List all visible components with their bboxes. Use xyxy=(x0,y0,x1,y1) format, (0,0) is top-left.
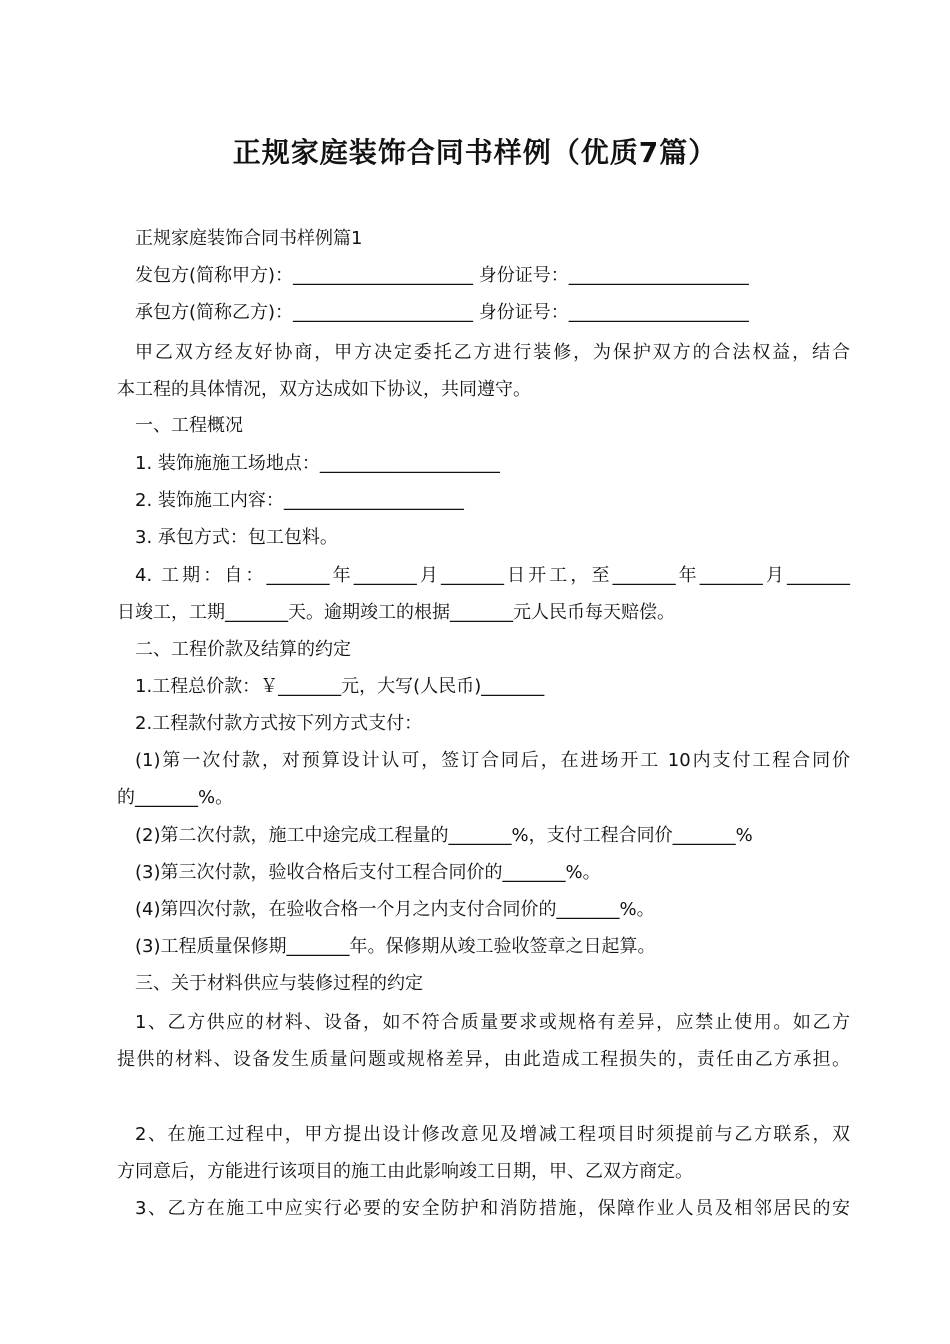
list-item: (2)第二次付款，施工中途完成工程量的_______%，支付工程合同价_______% xyxy=(135,825,753,846)
paragraph-line: 日竣工，工期_______天。逾期竣工的根据_______元人民币每天赔偿。 xyxy=(117,602,675,623)
list-item: 1. 装饰施施工场地点：____________________ xyxy=(135,453,500,474)
list-item: (1)第一次付款，对预算设计认可，签订合同后，在进场开工 10内支付工程合同价 xyxy=(135,750,850,771)
paragraph-line: 1、乙方供应的材料、设备，如不符合质量要求或规格有差异，应禁止使用。如乙方 xyxy=(135,1012,850,1033)
section-heading: 三、关于材料供应与装修过程的约定 xyxy=(135,973,423,994)
list-item: 1.工程总价款：￥_______元，大写(人民币)_______ xyxy=(135,676,545,697)
paragraph-line: 3、乙方在施工中应实行必要的安全防护和消防措施，保障作业人员及相邻居民的安 xyxy=(135,1198,850,1219)
paragraph-line: 的_______%。 xyxy=(117,787,234,808)
section-heading: 二、工程价款及结算的约定 xyxy=(135,639,351,660)
list-item: (4)第四次付款，在验收合格一个月之内支付合同价的_______%。 xyxy=(135,899,655,920)
party-a-line: 发包方(简称甲方)：____________________ 身份证号：____________________ xyxy=(135,265,749,286)
list-item: 2.工程款付款方式按下列方式支付： xyxy=(135,713,423,734)
list-item: (3)第三次付款，验收合格后支付工程合同价的_______%。 xyxy=(135,862,601,883)
paragraph-line: 本工程的具体情况，双方达成如下协议，共同遵守。 xyxy=(117,379,531,400)
paragraph-line: 甲乙双方经友好协商，甲方决定委托乙方进行装修，为保护双方的合法权益，结合 xyxy=(135,342,850,363)
list-item: (3)工程质量保修期_______年。保修期从竣工验收签章之日起算。 xyxy=(135,936,656,957)
paragraph-line: 提供的材料、设备发生质量问题或规格差异，由此造成工程损失的，责任由乙方承担。 xyxy=(117,1049,850,1070)
party-b-line: 承包方(简称乙方)：____________________ 身份证号：____________________ xyxy=(135,302,749,323)
document-title: 正规家庭装饰合同书样例（优质7篇） xyxy=(232,136,718,169)
section-heading: 一、工程概况 xyxy=(135,415,243,436)
list-item: 2. 装饰施工内容：____________________ xyxy=(135,490,464,511)
paragraph-line: 2、在施工过程中，甲方提出设计修改意见及增减工程项目时须提前与乙方联系，双 xyxy=(135,1124,850,1145)
list-item: 4. 工期：自：_______年_______月_______日开工，至_______年_______月_______ xyxy=(135,565,850,586)
section-heading: 正规家庭装饰合同书样例篇1 xyxy=(135,228,363,249)
paragraph-line: 方同意后，方能进行该项目的施工由此影响竣工日期，甲、乙双方商定。 xyxy=(117,1161,693,1182)
list-item: 3. 承包方式：包工包料。 xyxy=(135,527,338,548)
